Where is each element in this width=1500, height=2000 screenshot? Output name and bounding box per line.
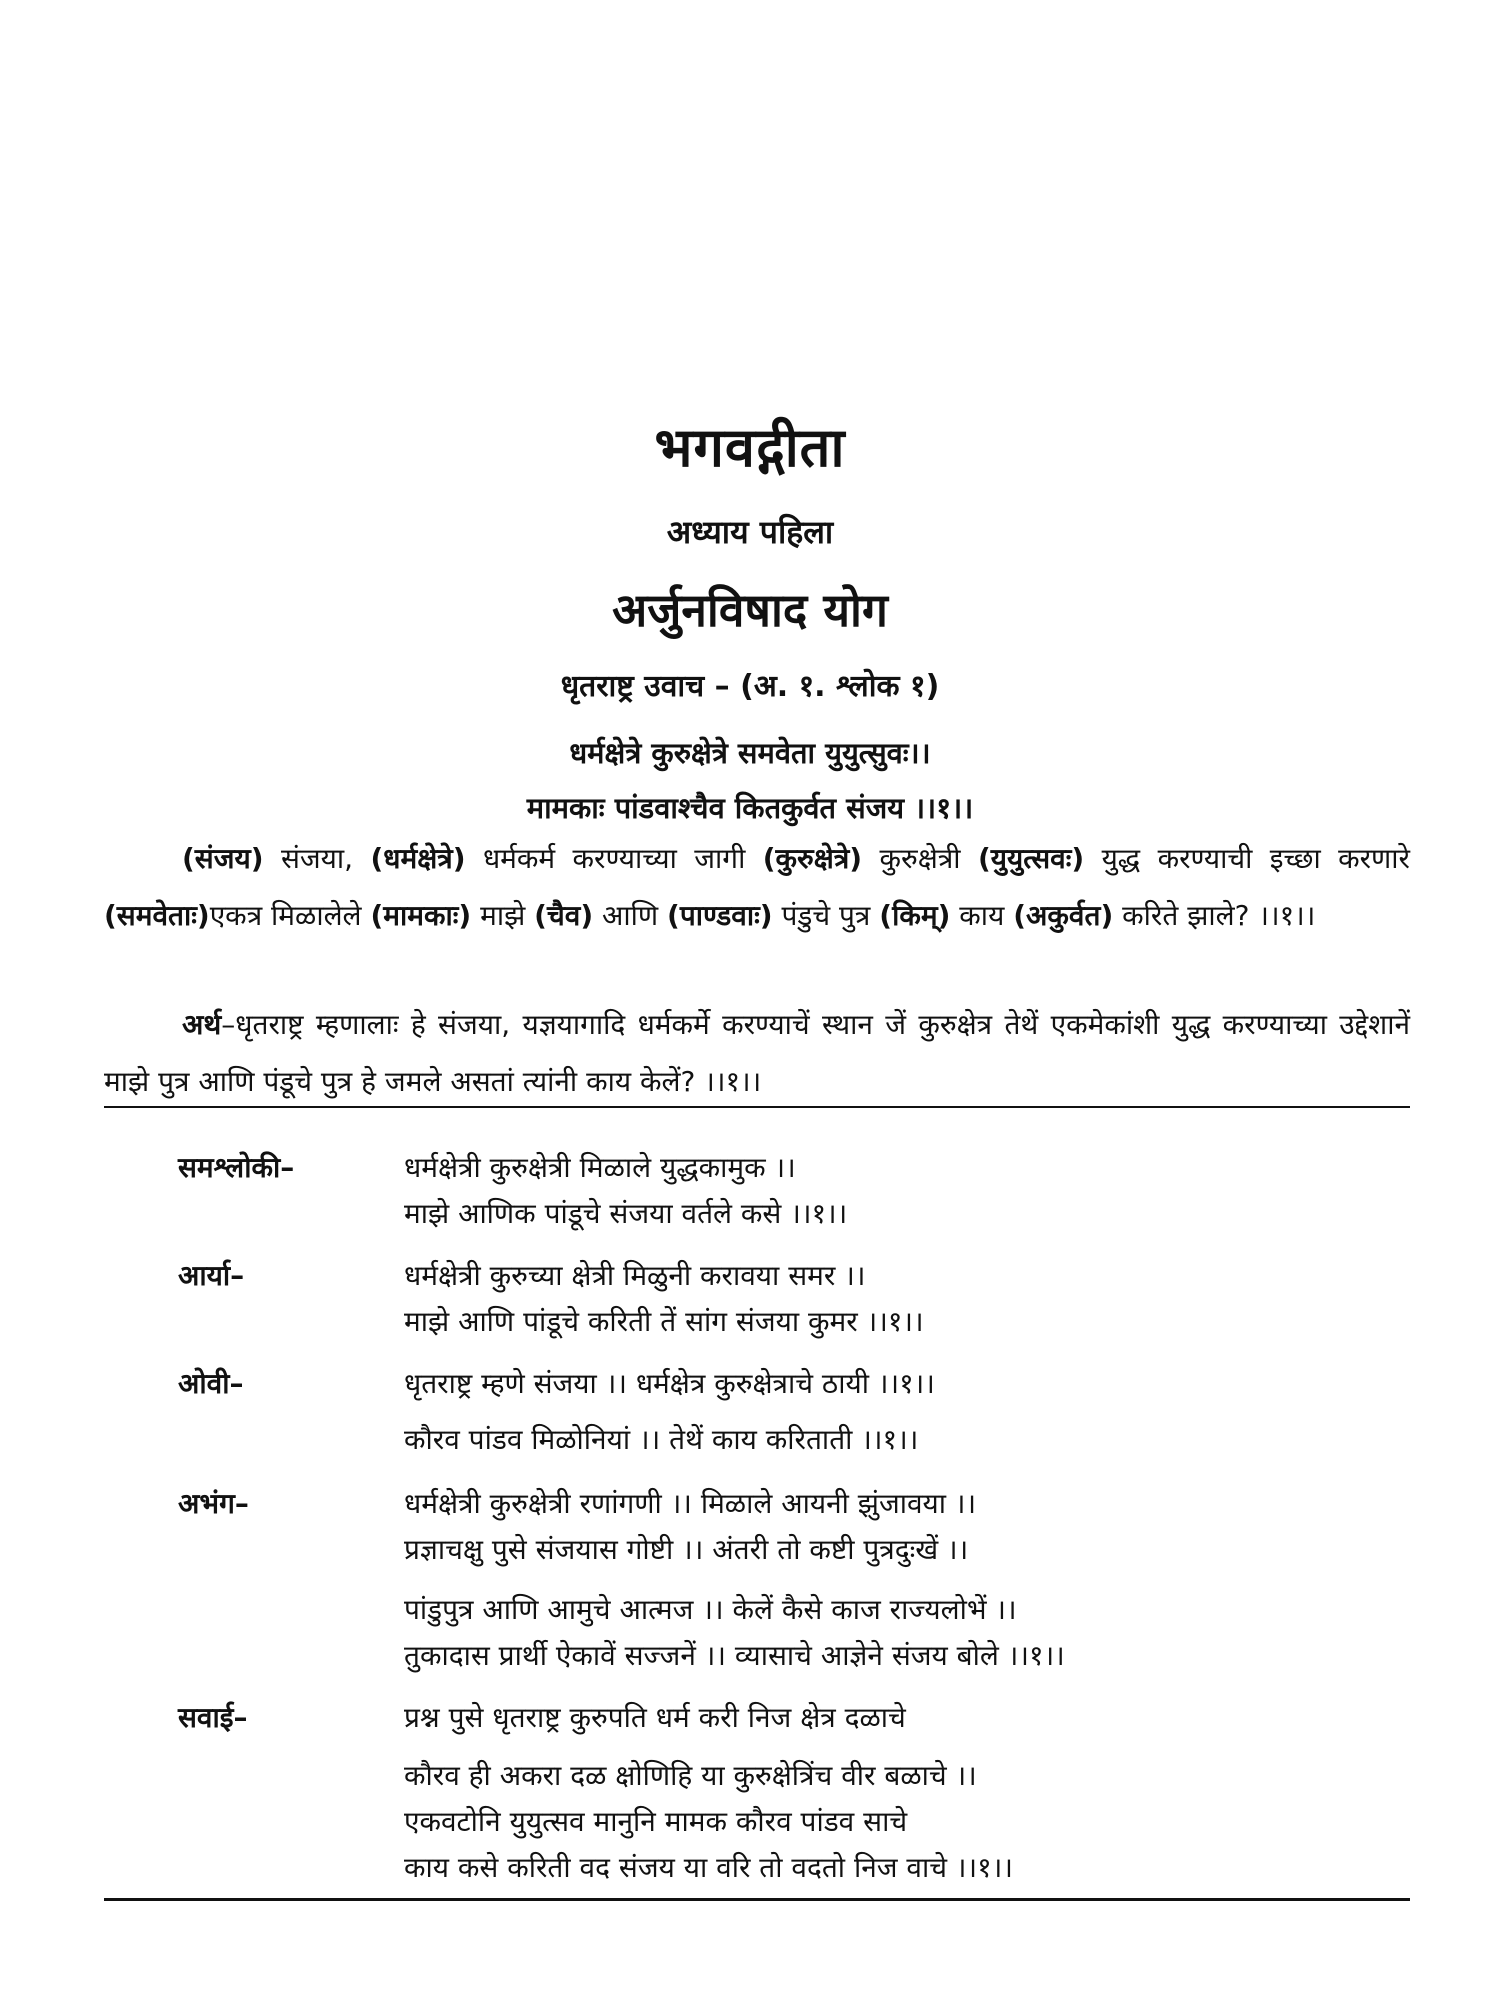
wm-term: (समवेताः) [104, 899, 210, 932]
yoga-heading: अर्जुनविषाद योग [612, 583, 888, 637]
verse-label: सवाई– [178, 1701, 248, 1734]
wm-term: (अकुर्वत) [1013, 899, 1114, 932]
wm-gloss: संजया, [263, 842, 371, 875]
book-title: भगवद्गीता [654, 416, 846, 479]
word-meaning-paragraph [104, 830, 1410, 944]
wm-term: (युयुत्सवः) [977, 842, 1085, 875]
verse-line: धर्मक्षेत्री कुरुच्या क्षेत्री मिळुनी करावया समर ।। [404, 1259, 866, 1292]
wm-gloss: युद्ध करण्याची इच्छा करणारे [1084, 842, 1410, 875]
shloka-line-1: धर्मक्षेत्रे कुरुक्षेत्रे समवेता युयुत्सुवः।। [569, 736, 931, 770]
wm-gloss: काय [950, 899, 1014, 932]
verse-line: धर्मक्षेत्री कुरुक्षेत्री मिळाले युद्धकामुक ।। [404, 1151, 796, 1184]
verse-line: कौरव ही अकरा दळ क्षोणिहि या कुरुक्षेत्रिंच वीर बळाचे ।। [404, 1759, 977, 1792]
wm-term: (कुरुक्षेत्रे) [762, 842, 863, 875]
verse-line: माझे आणिक पांडूचे संजया वर्तले कसे ।।१।। [404, 1197, 848, 1230]
wm-gloss: माझे [471, 899, 535, 932]
meaning-text: –धृतराष्ट्र म्हणालाः हे संजया, यज्ञयागादि धर्मकर्मे करण्याचें स्थान जें कुरुक्षेत्र तेथें एकमेकांशी युद्ध करण्याच्या उद्देशानें माझे पुत्र आणि पंडूचे पुत्र हे जमले असतां त्यांनी काय केलें? ।।१।। [104, 1008, 1410, 1098]
speaker-line: धृतराष्ट्र उवाच – (अ. १. श्लोक १) [560, 669, 940, 704]
meaning-label: अर्थ [182, 1008, 222, 1041]
wm-term: (संजय) [182, 842, 264, 875]
wm-gloss: पंडुचे पुत्र [772, 899, 880, 932]
shloka-line-2: मामकाः पांडवाश्चैव कितकुर्वत संजय ।।१।। [526, 791, 974, 825]
wm-term: (पाण्डवाः) [667, 899, 773, 932]
wm-gloss: आणि [593, 899, 668, 932]
verse-line: पांडुपुत्र आणि आमुचे आत्मज ।। केलें कैसे काज राज्यलोभें ।। [404, 1593, 1017, 1626]
verse-line: तुकादास प्रार्थी ऐकावें सज्जनें ।। व्यासाचे आज्ञेने संजय बोले ।।१।। [404, 1639, 1065, 1672]
verse-line: कौरव पांडव मिळोनियां ।। तेथें काय करिताती ।।१।। [404, 1423, 919, 1456]
verse-line: धृतराष्ट्र म्हणे संजया ।। धर्मक्षेत्र कुरुक्षेत्राचे ठायी ।।१।। [404, 1367, 935, 1400]
chapter-heading: अध्याय पहिला [666, 513, 834, 551]
verse-line: एकवटोनि युयुत्सव मानुनि मामक कौरव पांडव साचे [404, 1805, 908, 1838]
verse-label: अभंग– [178, 1487, 249, 1520]
wm-term: (चैव) [534, 899, 594, 932]
wm-term: (किम्) [879, 899, 951, 932]
wm-term: (धर्मक्षेत्रे) [370, 842, 466, 875]
verse-line: धर्मक्षेत्री कुरुक्षेत्री रणांगणी ।। मिळाले आयनी झुंजावया ।। [404, 1487, 977, 1520]
wm-gloss: एकत्र मिळालेले [209, 899, 371, 932]
verse-line: माझे आणि पांडूचे करिती तें सांग संजया कुमर ।।१।। [404, 1305, 924, 1338]
wm-gloss: कुरुक्षेत्री [862, 842, 978, 875]
verse-label: ओवी– [178, 1367, 244, 1400]
verse-label: समश्लोकी– [178, 1151, 295, 1184]
verse-line: प्रज्ञाचक्षु पुसे संजयास गोष्टी ।। अंतरी तो कष्टी पुत्रदुःखें ।। [404, 1533, 969, 1566]
verse-line: प्रश्न पुसे धृतराष्ट्र कुरुपति धर्म करी निज क्षेत्र दळाचे [404, 1701, 906, 1734]
wm-gloss: करिते झाले? ।।१।। [1113, 899, 1316, 932]
verse-label: आर्या– [178, 1259, 245, 1292]
divider-top [104, 1106, 1410, 1108]
divider-bottom [104, 1898, 1410, 1901]
meaning-paragraph [104, 996, 1410, 1110]
wm-gloss: धर्मकर्म करण्याच्या जागी [465, 842, 763, 875]
verse-line: काय कसे करिती वद संजय या वरि तो वदतो निज वाचे ।।१।। [404, 1851, 1013, 1884]
wm-term: (मामकाः) [370, 899, 472, 932]
